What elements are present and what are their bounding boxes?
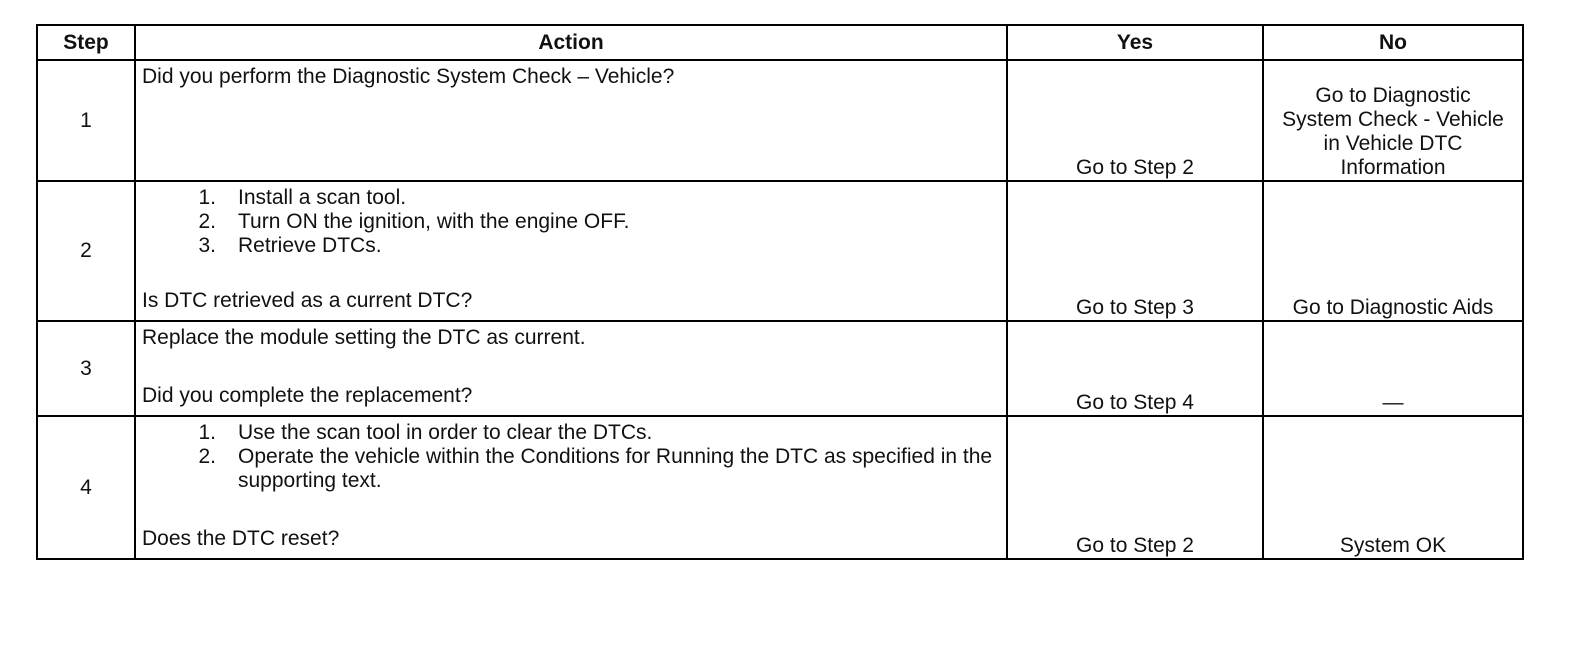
substep-number: 1. — [198, 186, 216, 209]
substep-item — [198, 421, 1000, 445]
yes-outcome: Go to Step 2 — [1007, 416, 1263, 559]
substep-number: 2. — [198, 445, 216, 468]
no-outcome: System OK — [1263, 416, 1523, 559]
substep-item — [198, 186, 1000, 210]
yes-outcome: Go to Step 2 — [1007, 60, 1263, 181]
table-row — [37, 60, 1523, 181]
table-row — [37, 181, 1523, 321]
yes-outcome: Go to Step 4 — [1007, 321, 1263, 416]
action-substeps — [142, 186, 1000, 258]
action-cell — [135, 181, 1007, 321]
table-header-row — [37, 25, 1523, 60]
action-cell — [135, 321, 1007, 416]
step-number: 2 — [37, 181, 135, 321]
substep-text: Retrieve DTCs. — [238, 234, 382, 257]
substep-item — [198, 210, 1000, 234]
substep-number: 3. — [198, 234, 216, 257]
yes-outcome: Go to Step 3 — [1007, 181, 1263, 321]
no-outcome: — — [1263, 321, 1523, 416]
table-row — [37, 416, 1523, 559]
action-intro: Did you perform the Diagnostic System Check – Vehicle? — [142, 65, 675, 88]
action-substeps — [142, 421, 1000, 493]
substep-text: Use the scan tool in order to clear the DTCs. — [238, 421, 653, 444]
step-number: 4 — [37, 416, 135, 559]
header-yes: Yes — [1007, 25, 1263, 60]
substep-number: 2. — [198, 210, 216, 233]
action-intro: Replace the module setting the DTC as current. — [142, 326, 586, 349]
substep-text: Operate the vehicle within the Conditions for Running the DTC as specified in the supporting text. — [238, 445, 993, 492]
substep-text: Install a scan tool. — [238, 186, 407, 209]
substep-item — [198, 234, 1000, 258]
no-outcome: Go to Diagnostic Aids — [1263, 181, 1523, 321]
substep-text: Turn ON the ignition, with the engine OFF. — [238, 210, 630, 233]
action-question: Is DTC retrieved as a current DTC? — [142, 289, 473, 312]
substep-item — [198, 445, 1000, 493]
action-cell — [135, 416, 1007, 559]
action-question: Does the DTC reset? — [142, 527, 340, 550]
step-number: 3 — [37, 321, 135, 416]
table-row — [37, 321, 1523, 416]
step-number: 1 — [37, 60, 135, 181]
action-cell — [135, 60, 1007, 181]
substep-number: 1. — [198, 421, 216, 444]
header-step: Step — [37, 25, 135, 60]
action-question: Did you complete the replacement? — [142, 384, 473, 407]
header-no: No — [1263, 25, 1523, 60]
no-outcome: Go to Diagnostic System Check - Vehicle in Vehicle DTC Information — [1263, 60, 1523, 181]
diagnostic-table — [36, 24, 1524, 560]
header-action: Action — [135, 25, 1007, 60]
